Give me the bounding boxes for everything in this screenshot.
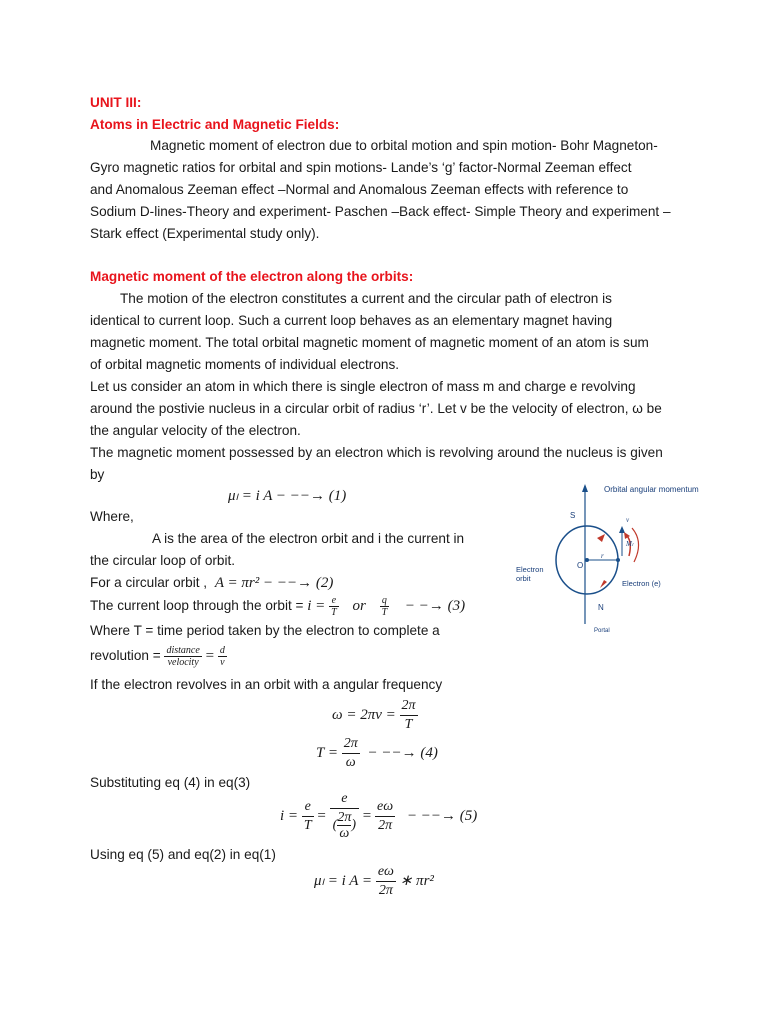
- body-line: The magnetic moment possessed by an electron which is revolving around the nucleus is given: [90, 445, 663, 460]
- numerator: 2π: [342, 735, 360, 754]
- where-label: Where,: [90, 509, 134, 524]
- current-loop-line: [90, 594, 465, 618]
- period-line: Where T = time period taken by the electron to complete a: [90, 623, 440, 638]
- unit-heading: UNIT III:: [90, 95, 142, 110]
- body-line: the angular velocity of the electron.: [90, 423, 301, 438]
- current-loop-text: The current loop through the orbit =: [90, 598, 304, 613]
- fraction-2pi-over-T: [400, 697, 418, 734]
- body-line: Let us consider an atom in which there is single electron of mass m and charge e revolving: [90, 379, 636, 394]
- body-line: identical to current loop. Such a current loop behaves as an elementary magnet having: [90, 313, 613, 328]
- orbit-direction-arrow-top: [597, 534, 605, 542]
- denominator: 2π: [378, 817, 393, 833]
- equation-5: i = $\frac{e}{T}$ = e ( $\frac{2\pi}{\omega}$ ) = $\frac{e\omega}{2\pi}$ − −−→ (5): [280, 791, 478, 842]
- revolution-line: revolution = $\frac{\text{distance}}{\text{velocity}}$ = $\frac{d}{v}$: [90, 644, 225, 668]
- fraction-2pi-over-omega: [342, 735, 360, 772]
- denominator: T: [303, 817, 312, 833]
- denominator: ( $\frac{2\pi}{\omega}$ ): [332, 810, 357, 842]
- label-electron-orbit-2: orbit: [516, 574, 531, 583]
- label-electron-e: Electron (e): [622, 579, 661, 588]
- body-line: The motion of the electron constitutes a current and the circular path of electron is: [120, 291, 612, 306]
- circular-orbit-text: For a circular orbit ,: [90, 575, 208, 590]
- intro-line: Gyro magnetic ratios for orbital and spin motions- Lande’s ‘g’ factor-Normal Zeeman effect: [90, 160, 632, 175]
- fraction-e-over-2pi-omega: [330, 790, 359, 842]
- denominator: T: [404, 716, 413, 732]
- body-line: of orbital magnetic moments of individual electrons.: [90, 357, 400, 372]
- T-lhs: T =: [316, 745, 338, 761]
- denominator: T: [381, 606, 388, 618]
- fraction-eomega-over-2pi-final: [376, 863, 396, 900]
- body-line: by: [90, 467, 105, 482]
- fraction-d-over-v: [218, 645, 227, 668]
- eq3-i: i =: [307, 598, 326, 614]
- substitute-line: Substituting eq (4) in eq(3): [90, 775, 251, 790]
- label-r: r: [601, 552, 604, 560]
- equation-4: [316, 733, 438, 773]
- angular-line: If the electron revolves in an orbit with a angular frequency: [90, 677, 443, 692]
- inner-denominator: ω: [339, 826, 350, 842]
- final-tail: ∗ πr²: [399, 873, 434, 889]
- omega-equation: [332, 695, 418, 735]
- denominator: 2π: [378, 882, 393, 898]
- fraction-e-over-T-5: [302, 798, 314, 835]
- circular-orbit-line: [90, 572, 333, 594]
- numerator: e: [330, 790, 359, 809]
- numerator: q: [380, 595, 390, 607]
- denominator: ω: [345, 754, 356, 770]
- numerator: d: [219, 644, 225, 656]
- velocity-arrow-icon: [619, 526, 625, 533]
- denominator: v: [220, 656, 225, 668]
- revolution-text: revolution =: [90, 648, 161, 663]
- axis-arrow-icon: [582, 484, 588, 492]
- fraction-e-over-T: [329, 595, 339, 618]
- intro-paragraph: [90, 135, 678, 245]
- intro-line: and Anomalous Zeeman effect –Normal and Anomalous Zeeman effects with reference to: [90, 182, 629, 197]
- fraction-distance-velocity: [164, 645, 201, 668]
- equation-2: A = πr² − −−→ (2): [214, 575, 334, 591]
- chapter-title: Atoms in Electric and Magnetic Fields:: [90, 117, 340, 132]
- numerator: e: [329, 595, 339, 607]
- fraction-q-over-T: [380, 595, 390, 618]
- denominator: T: [331, 606, 337, 618]
- eq5-tail: − −−→ (5): [406, 808, 478, 824]
- area-line-1: A is the area of the electron orbit and i the current in: [152, 531, 465, 546]
- body-paragraph: [90, 288, 678, 486]
- orbit-diagram: [512, 478, 702, 636]
- numerator: eω: [376, 863, 396, 882]
- using-line: Using eq (5) and eq(2) in eq(1): [90, 847, 276, 862]
- denominator: velocity: [167, 656, 199, 668]
- section-title: Magnetic moment of the electron along the orbits:: [90, 269, 414, 284]
- label-ml: Mₗ: [626, 540, 633, 548]
- label-electron-orbit-1: Electron: [516, 565, 544, 574]
- body-line: magnetic moment. The total orbital magnetic moment of magnetic moment of an atom is sum: [90, 335, 649, 350]
- fraction-eomega-over-2pi: [375, 798, 395, 835]
- numerator: eω: [375, 798, 395, 817]
- numerator: 2π: [400, 697, 418, 716]
- body-line: around the postivie nucleus in a circular orbit of radius ‘r’. Let v be the velocity of electron, ω be: [90, 401, 662, 416]
- orbital-angular-momentum-label: Orbital angular momentum: [604, 485, 699, 494]
- label-o: O: [577, 561, 584, 570]
- omega-lhs: ω = 2πν =: [332, 707, 396, 723]
- eq3-or: or: [352, 598, 366, 614]
- numerator: e: [302, 798, 314, 817]
- label-s: S: [570, 511, 576, 520]
- equation-1: μₗ = i A − −−→ (1): [228, 488, 347, 504]
- label-v: v: [626, 516, 630, 524]
- intro-line: Stark effect (Experimental study only).: [90, 226, 320, 241]
- intro-line: Magnetic moment of electron due to orbital motion and spin motion- Bohr Magneton-: [150, 138, 658, 153]
- eq4-tail: − −−→ (4): [367, 745, 438, 761]
- final-equation: [314, 860, 434, 902]
- area-line-2: the circular loop of orbit.: [90, 553, 236, 568]
- intro-line: Sodium D-lines-Theory and experiment- Paschen –Back effect- Simple Theory and experiment –: [90, 204, 671, 219]
- inner-numerator: 2π: [337, 810, 352, 826]
- i-lhs: i =: [280, 808, 299, 824]
- electron-icon: [616, 558, 620, 562]
- final-lhs: μₗ = i A =: [314, 873, 373, 889]
- eq3-tail: − −→ (3): [404, 598, 466, 614]
- label-n: N: [598, 603, 604, 612]
- label-bottom: Portal: [594, 628, 610, 634]
- numerator: distance: [166, 644, 200, 656]
- nucleus-icon: [585, 558, 589, 562]
